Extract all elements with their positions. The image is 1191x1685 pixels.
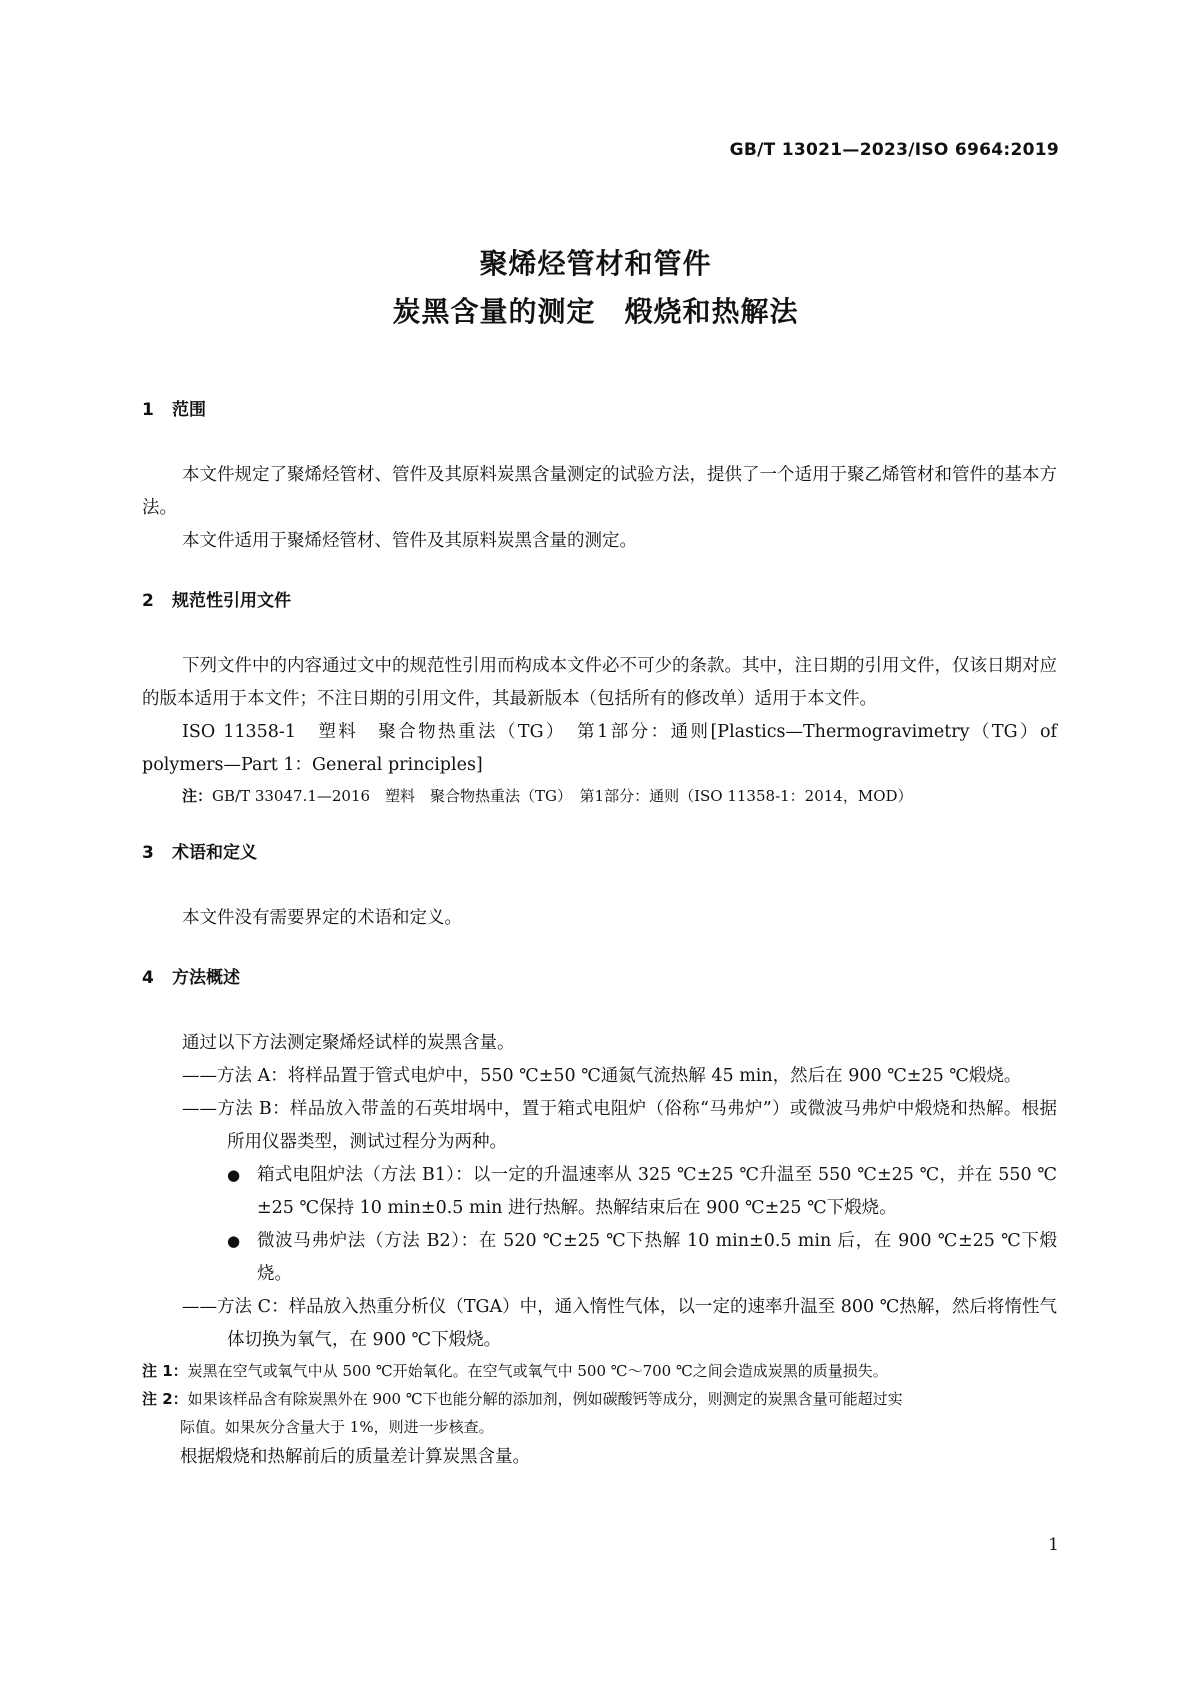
method-b1-item xyxy=(227,1159,1057,1225)
document-title-line2: 炭黑含量的测定 煅烧和热解法 xyxy=(392,295,799,328)
section-number: 1 xyxy=(142,400,154,420)
bullet-icon: ● xyxy=(227,1232,241,1250)
terms-paragraph: 本文件没有需要界定的术语和定义。 xyxy=(182,908,462,928)
page-number: 1 xyxy=(1048,1535,1059,1555)
reference-note xyxy=(182,782,1057,810)
section-title: 方法概述 xyxy=(172,968,240,988)
method-b1-text: 箱式电阻炉法（方法 B1）：以一定的升温速率从 325 ℃±25 ℃升温至 550 ℃±25 ℃，并在 550 ℃±25 ℃保持 10 min±0.5 min 进行热解。热解结束后在 900 ℃±25 ℃下煅烧。 xyxy=(257,1165,1057,1218)
section-heading-terms xyxy=(142,840,1057,866)
bullet-icon: ● xyxy=(227,1166,241,1184)
note-label: 注 2： xyxy=(142,1390,188,1408)
section-title: 规范性引用文件 xyxy=(172,591,291,611)
section-heading-method-overview xyxy=(142,965,1057,991)
method-note-2-continuation: 际值。如果灰分含量大于 1%，则进一步核查。 xyxy=(180,1418,494,1436)
section-number: 2 xyxy=(142,591,154,611)
method-closing: 根据煅烧和热解前后的质量差计算炭黑含量。 xyxy=(180,1447,530,1467)
note-text: GB/T 33047.1—2016 塑料 聚合物热重法（TG） 第1部分：通则（ISO 11358-1：2014，MOD） xyxy=(212,787,913,805)
section-number: 3 xyxy=(142,843,154,863)
document-body xyxy=(142,397,1057,1474)
method-a-item: ——方法 A：将样品置于管式电炉中，550 ℃±50 ℃通氮气流热解 45 min，然后在 900 ℃±25 ℃煅烧。 xyxy=(182,1066,1022,1086)
standard-code: GB/T 13021—2023/ISO 6964:2019 xyxy=(729,140,1059,160)
note-text: 炭黑在空气或氧气中从 500 ℃开始氧化。在空气或氧气中 500 ℃～700 ℃之间会造成炭黑的质量损失。 xyxy=(187,1362,888,1380)
note-label: 注 1： xyxy=(142,1362,188,1380)
method-note-2 xyxy=(142,1385,1057,1413)
method-intro: 通过以下方法测定聚烯烃试样的炭黑含量。 xyxy=(182,1033,515,1053)
document-title-line1: 聚烯烃管材和管件 xyxy=(479,247,712,280)
method-note-1 xyxy=(142,1357,1057,1385)
note-label: 注： xyxy=(182,787,213,805)
section-heading-normative-references xyxy=(142,588,1057,614)
scope-paragraph-1: 本文件规定了聚烯烃管材、管件及其原料炭黑含量测定的试验方法，提供了一个适用于聚乙烯管材和管件的基本方法。 xyxy=(142,465,1057,518)
method-b2-text: 微波马弗炉法（方法 B2）：在 520 ℃±25 ℃下热解 10 min±0.5 min 后，在 900 ℃±25 ℃下煅烧。 xyxy=(257,1231,1057,1284)
note-text: 如果该样品含有除炭黑外在 900 ℃下也能分解的添加剂，例如碳酸钙等成分，则测定的炭黑含量可能超过实 xyxy=(187,1390,903,1408)
reference-entry: ISO 11358-1 塑料 聚合物热重法（TG） 第1部分：通则[Plastics—Thermogravimetry（TG）of polymers—Part 1：General principles] xyxy=(142,722,1057,775)
section-title: 术语和定义 xyxy=(172,843,257,863)
scope-paragraph-2: 本文件适用于聚烯烃管材、管件及其原料炭黑含量的测定。 xyxy=(182,531,637,551)
method-c-item: ——方法 C：样品放入热重分析仪（TGA）中，通入惰性气体，以一定的速率升温至 800 ℃热解，然后将惰性气体切换为氧气，在 900 ℃下煅烧。 xyxy=(182,1297,1057,1350)
method-b-item: ——方法 B：样品放入带盖的石英坩埚中，置于箱式电阻炉（俗称“马弗炉”）或微波马弗炉中煅烧和热解。根据所用仪器类型，测试过程分为两种。 xyxy=(182,1099,1057,1152)
section-heading-scope xyxy=(142,397,1057,423)
section-title: 范围 xyxy=(172,400,206,420)
references-paragraph: 下列文件中的内容通过文中的规范性引用而构成本文件必不可少的条款。其中，注日期的引用文件，仅该日期对应的版本适用于本文件；不注日期的引用文件，其最新版本（包括所有的修改单）适用于本文件。 xyxy=(142,656,1057,709)
section-number: 4 xyxy=(142,968,154,988)
method-b2-item xyxy=(227,1225,1057,1291)
